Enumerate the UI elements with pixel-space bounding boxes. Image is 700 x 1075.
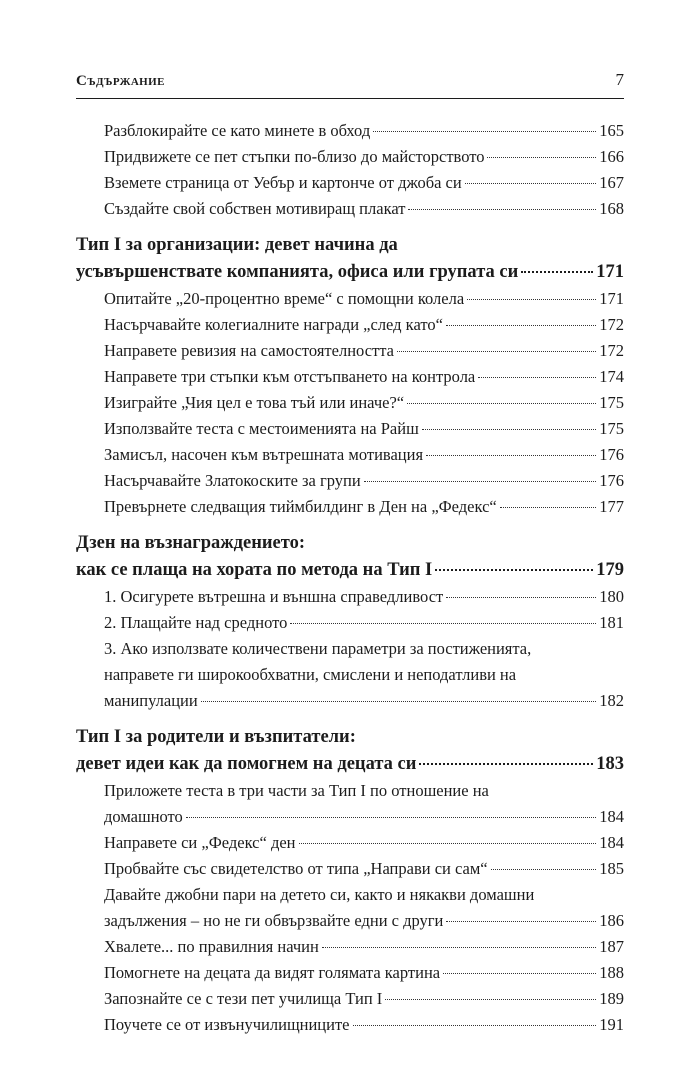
toc-entry-text: Създайте свой собствен мотивиращ плакат: [104, 199, 406, 218]
section-gap: [0, 714, 700, 724]
toc-entry-text: Насърчавайте Златокоските за групи: [104, 471, 361, 490]
toc-entry-line: [104, 494, 624, 520]
dot-leader: [353, 1025, 597, 1026]
toc-entry: [104, 442, 624, 468]
toc-entry-page: 175: [599, 419, 624, 438]
toc-entry-line: [104, 636, 624, 662]
section-gap: [0, 520, 700, 530]
section-page: 179: [596, 560, 624, 580]
toc-entry: [104, 830, 624, 856]
toc-entry: [104, 312, 624, 338]
dot-leader: [465, 183, 597, 184]
dot-leader: [364, 481, 597, 482]
dot-leader: [373, 131, 596, 132]
toc-entry: [104, 856, 624, 882]
toc-entry-line: [104, 804, 624, 830]
dot-leader: [478, 377, 596, 378]
toc-entry-page: 184: [599, 807, 624, 826]
toc-entry-line: [104, 986, 624, 1012]
section-heading-line: [76, 530, 624, 557]
toc-entry: [104, 986, 624, 1012]
dot-leader: [487, 157, 596, 158]
toc-entry-line: [104, 688, 624, 714]
toc-entry-text: Опитайте „20-процентно време“ с помощни колела: [104, 289, 465, 308]
header-rule: [76, 98, 624, 99]
dot-leader: [299, 843, 597, 844]
section-heading-line: [76, 232, 624, 259]
toc-entry-page: 165: [599, 121, 624, 140]
toc-entry: [104, 170, 624, 196]
toc-entry-text: Разблокирайте се като минете в обход: [104, 121, 371, 140]
toc-entry-page: 177: [599, 497, 624, 516]
toc-entry-page: 174: [599, 367, 624, 386]
dot-leader: [422, 429, 596, 430]
toc-entry-line: [104, 170, 624, 196]
toc-entry-page: 191: [599, 1015, 624, 1034]
toc-entry-page: 176: [599, 471, 624, 490]
dot-leader: [408, 209, 596, 210]
toc-entry-text: Давайте джобни пари на детето си, както и някакви домашни: [104, 885, 535, 904]
toc-entry-page: 185: [599, 859, 624, 878]
toc-entry-text: Изиграйте „Чия цел е това тъй или иначе?“: [104, 393, 405, 412]
section-title: Тип I за организации: девет начина да: [76, 235, 398, 255]
toc-entry-page: 189: [599, 989, 624, 1008]
toc-entry-page: 175: [599, 393, 624, 412]
toc-entry: [104, 1012, 624, 1038]
toc-entry-page: 172: [599, 315, 624, 334]
toc-entry: [104, 494, 624, 520]
toc-entry-line: [104, 338, 624, 364]
toc-entry-text: Използвайте теста с местоименията на Райш: [104, 419, 419, 438]
toc-entry-page: 181: [599, 613, 624, 632]
dot-leader: [290, 623, 596, 624]
toc-entry-page: 184: [599, 833, 624, 852]
dot-leader: [500, 507, 596, 508]
toc-entry-line: [104, 364, 624, 390]
dot-leader: [385, 999, 596, 1000]
toc-entry-line: [104, 584, 624, 610]
dot-leader: [419, 763, 593, 765]
toc-entry-line: [104, 468, 624, 494]
toc-entry: [104, 390, 624, 416]
toc-entry-text: Замисъл, насочен към вътрешната мотивация: [104, 445, 424, 464]
toc-entry-line: [104, 778, 624, 804]
toc-entry-text: 2. Плащайте над средното: [104, 613, 288, 632]
toc-entry: [104, 934, 624, 960]
dot-leader: [491, 869, 597, 870]
toc-entry: [104, 636, 624, 714]
section-heading-line: [76, 724, 624, 751]
section-heading: [76, 530, 624, 584]
dot-leader: [426, 455, 596, 456]
toc-entry-text: 1. Осигурете вътрешна и външна справедливост: [104, 587, 444, 606]
dot-leader: [446, 597, 596, 598]
toc-entry-text: Насърчавайте колегиалните награди „след като“: [104, 315, 443, 334]
section-title: усъвършенствате компанията, офиса или групата си: [76, 262, 519, 282]
toc-entry: [104, 960, 624, 986]
toc-entry: [104, 882, 624, 934]
toc-entry-text: Хвалете... по правилния начин: [104, 937, 319, 956]
toc-entry: [104, 778, 624, 830]
section-heading: [76, 724, 624, 778]
toc-entry-line: [104, 856, 624, 882]
section-page: 183: [596, 754, 624, 774]
dot-leader: [201, 701, 597, 702]
toc-entry-text: Вземете страница от Уебър и картонче от джоба си: [104, 173, 462, 192]
toc-entry: [104, 610, 624, 636]
dot-leader: [467, 299, 596, 300]
toc-entry-line: [104, 416, 624, 442]
toc-entry-text: 3. Ако използвате количествени параметри за постиженията,: [104, 639, 532, 658]
page-header: [76, 70, 624, 90]
toc-entry-page: 182: [599, 691, 624, 710]
toc-entry-page: 167: [599, 173, 624, 192]
toc-entry-text: Превърнете следващия тиймбилдинг в Ден на „Федекс“: [104, 497, 497, 516]
section-title: Дзен на възнаграждението:: [76, 533, 306, 553]
section-heading-line: [76, 751, 624, 778]
toc-entry-line: [104, 610, 624, 636]
toc-entry-page: 166: [599, 147, 624, 166]
toc-entry: [104, 286, 624, 312]
toc-entry-line: [104, 908, 624, 934]
toc-entry-line: [104, 286, 624, 312]
dot-leader: [521, 271, 593, 273]
toc-entry: [104, 584, 624, 610]
toc-entry-text: Приложете теста в три части за Тип I по отношение на: [104, 781, 489, 800]
dot-leader: [443, 973, 596, 974]
section-heading: [76, 232, 624, 286]
toc-entry-line: [104, 144, 624, 170]
toc-entry-line: [104, 960, 624, 986]
toc-entry-text: Направете ревизия на самостоятелността: [104, 341, 394, 360]
toc-entry-text: направете ги широкообхватни, смислени и неподатливи на: [104, 665, 517, 684]
toc-entry: [104, 118, 624, 144]
table-of-contents: [0, 118, 700, 1038]
toc-entry-page: 172: [599, 341, 624, 360]
toc-entry-page: 187: [599, 937, 624, 956]
section-gap: [0, 222, 700, 232]
section-title: как се плаща на хората по метода на Тип I: [76, 560, 433, 580]
toc-entry: [104, 196, 624, 222]
toc-entry-text: задължения – но не ги обвързвайте едни с други: [104, 911, 444, 930]
toc-entry-line: [104, 882, 624, 908]
page-number: 7: [615, 70, 624, 89]
toc-entry-text: Придвижете се пет стъпки по-близо до майсторството: [104, 147, 485, 166]
toc-entry-text: Поучете се от извънучилищниците: [104, 1015, 350, 1034]
toc-entry-line: [104, 118, 624, 144]
toc-entry-text: Помогнете на децата да видят голямата картина: [104, 963, 441, 982]
section-heading-line: [76, 259, 624, 286]
toc-entry-text: домашното: [104, 807, 183, 826]
toc-entry: [104, 144, 624, 170]
toc-entry-page: 186: [599, 911, 624, 930]
toc-entry-text: Направете си „Федекс“ ден: [104, 833, 296, 852]
toc-entry-page: 171: [599, 289, 624, 308]
toc-entry-line: [104, 934, 624, 960]
toc-entry-page: 188: [599, 963, 624, 982]
toc-entry-text: манипулации: [104, 691, 198, 710]
dot-leader: [446, 921, 596, 922]
section-title: девет идеи как да помогнем на децата си: [76, 754, 417, 774]
toc-entry-line: [104, 196, 624, 222]
toc-entry: [104, 364, 624, 390]
section-title: Тип I за родители и възпитатели:: [76, 727, 356, 747]
toc-entry-line: [104, 1012, 624, 1038]
toc-entry-page: 180: [599, 587, 624, 606]
toc-entry-text: Пробвайте със свидетелство от типа „Направи си сам“: [104, 859, 488, 878]
toc-entry-line: [104, 830, 624, 856]
toc-entry-page: 176: [599, 445, 624, 464]
toc-entry-text: Запознайте се с тези пет училища Тип I: [104, 989, 383, 1008]
dot-leader: [322, 947, 596, 948]
toc-entry: [104, 338, 624, 364]
toc-entry-line: [104, 390, 624, 416]
toc-entry: [104, 468, 624, 494]
toc-entry-text: Направете три стъпки към отстъпването на контрола: [104, 367, 476, 386]
section-heading-line: [76, 557, 624, 584]
dot-leader: [407, 403, 596, 404]
dot-leader: [446, 325, 596, 326]
running-head: Съдържание: [76, 73, 165, 89]
dot-leader: [186, 817, 596, 818]
toc-entry-line: [104, 662, 624, 688]
dot-leader: [397, 351, 596, 352]
toc-entry-line: [104, 442, 624, 468]
toc-entry-page: 168: [599, 199, 624, 218]
dot-leader: [435, 569, 593, 571]
toc-entry: [104, 416, 624, 442]
toc-entry-line: [104, 312, 624, 338]
section-page: 171: [596, 262, 624, 282]
